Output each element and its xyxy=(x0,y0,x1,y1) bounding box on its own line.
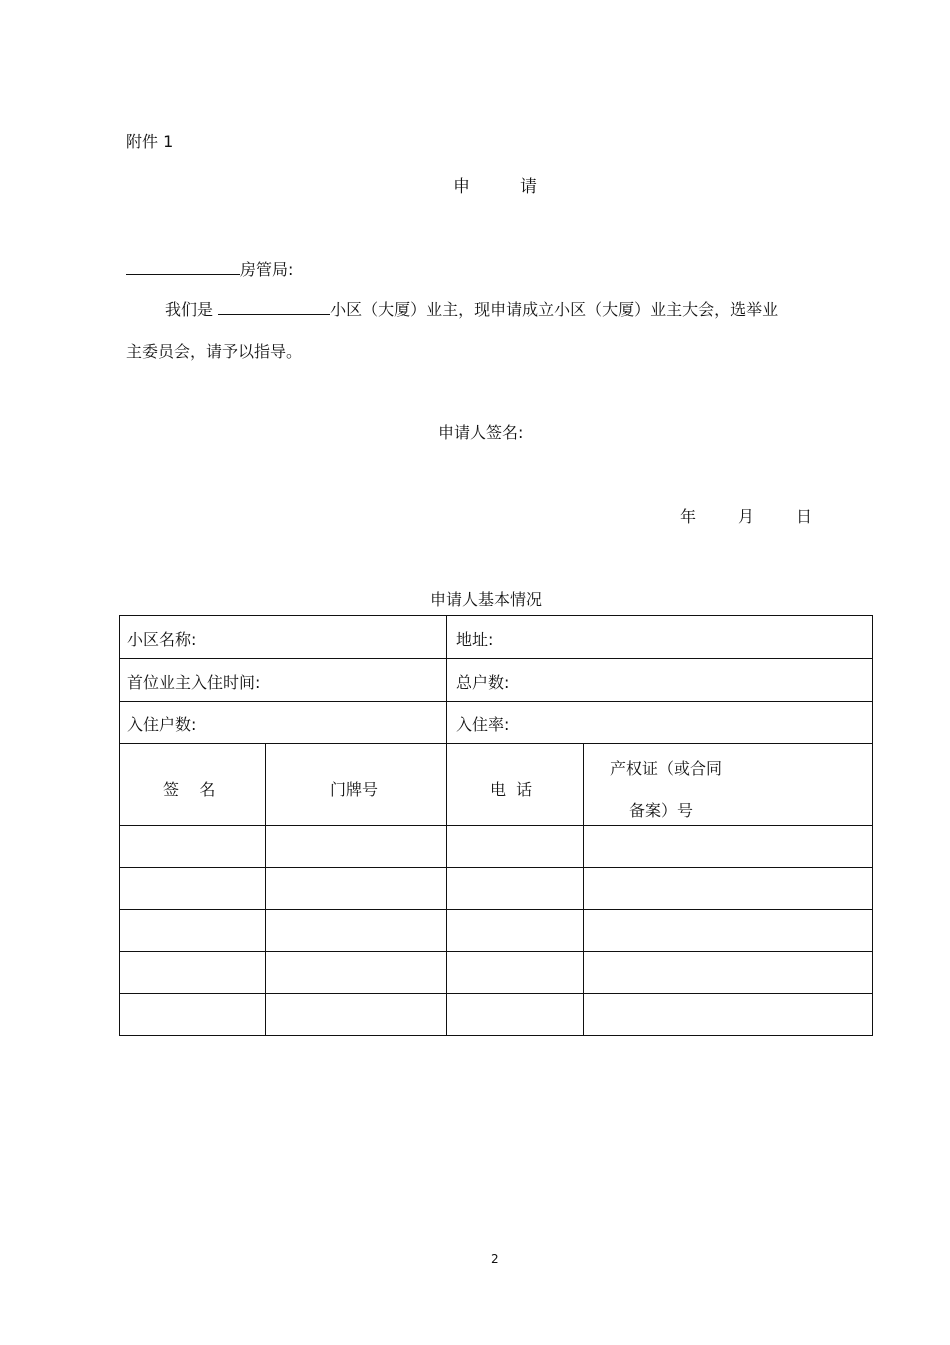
title-char-2: 请 xyxy=(520,177,537,197)
header-cert-line1: 产权证（或合同 xyxy=(610,759,723,778)
body-line-1 xyxy=(165,298,778,320)
total-households-label: 总户数: xyxy=(456,673,510,692)
address-label: 地址: xyxy=(456,630,494,649)
community-name-blank[interactable] xyxy=(218,298,330,315)
header-cert-line2: 备案）号 xyxy=(629,801,694,820)
recipient-blank[interactable] xyxy=(126,258,240,275)
recipient-suffix: 房管局: xyxy=(240,260,294,279)
community-name-label: 小区名称: xyxy=(127,630,197,649)
table-row[interactable] xyxy=(120,910,872,951)
table-caption: 申请人基本情况 xyxy=(430,590,543,609)
attachment-label: 附件 1 xyxy=(126,132,174,151)
header-door-number: 门牌号 xyxy=(330,780,379,799)
recipient-line xyxy=(126,258,293,280)
body-line1-prefix: 我们是 xyxy=(165,300,214,319)
date-month: 月 xyxy=(738,507,755,526)
header-phone: 电 话 xyxy=(490,780,533,799)
header-sign: 签 名 xyxy=(163,780,216,799)
title-char-1: 申 xyxy=(453,177,470,197)
table-row[interactable] xyxy=(120,994,872,1035)
occupied-households-label: 入住户数: xyxy=(127,715,197,734)
page-number: 2 xyxy=(491,1252,499,1266)
body-line1-suffix: 小区（大厦）业主，现申请成立小区（大厦）业主大会，选举业 xyxy=(330,300,779,319)
first-occupancy-label: 首位业主入住时间: xyxy=(127,673,261,692)
date-year: 年 xyxy=(680,507,697,526)
occupancy-rate-label: 入住率: xyxy=(456,715,510,734)
applicant-info-table xyxy=(119,615,873,1036)
body-line-2: 主委员会，请予以指导。 xyxy=(126,342,303,361)
signature-label: 申请人签名: xyxy=(438,423,524,442)
table-row[interactable] xyxy=(120,868,872,909)
table-row[interactable] xyxy=(120,952,872,993)
date-day: 日 xyxy=(796,507,813,526)
table-row[interactable] xyxy=(120,826,872,867)
